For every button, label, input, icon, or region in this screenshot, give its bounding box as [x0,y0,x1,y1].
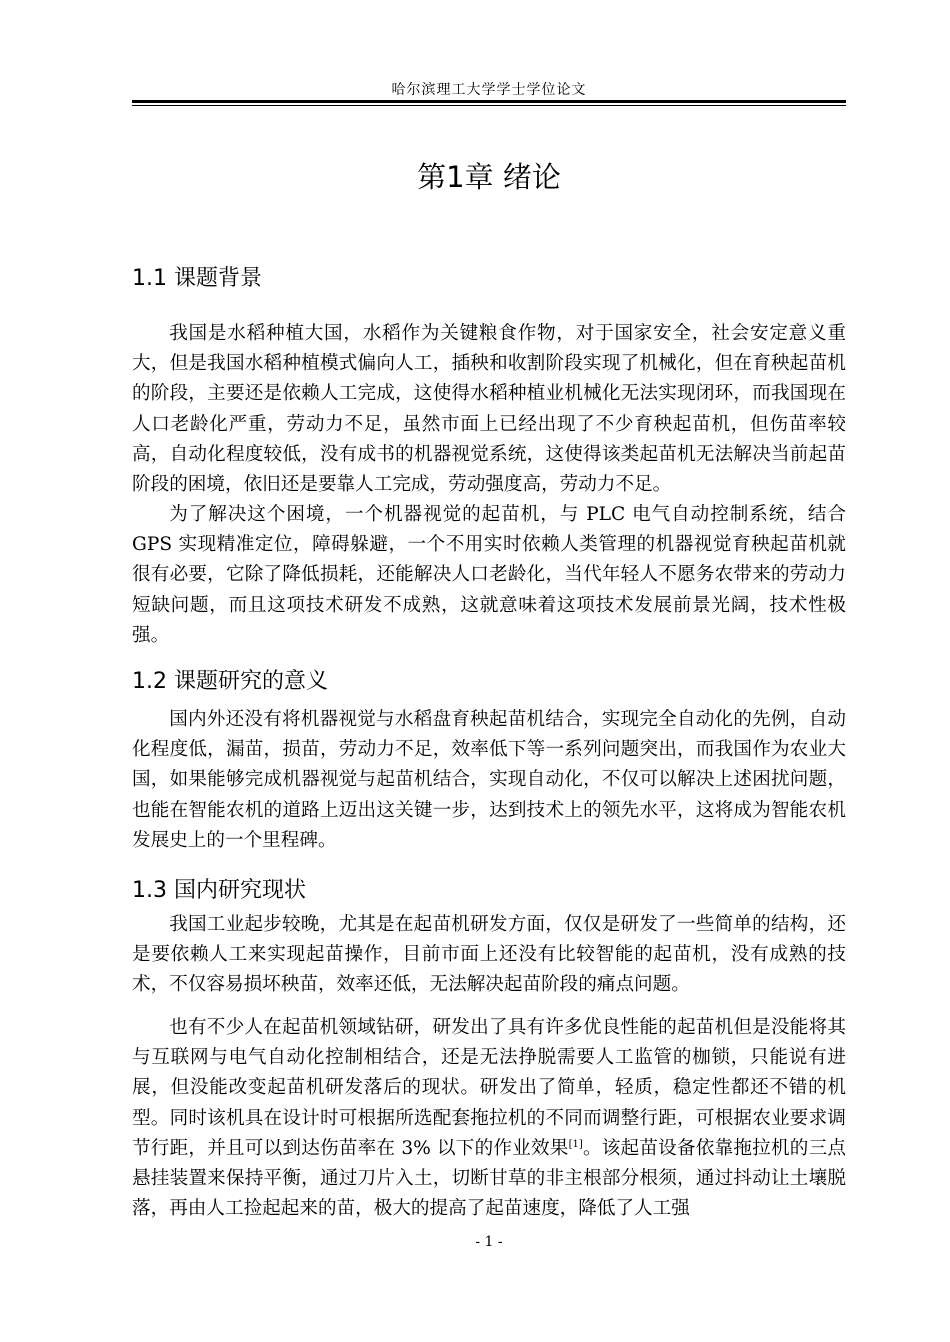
paragraph-1-3-b-text: 也有不少人在起苗机领域钻研，研发出了具有许多优良性能的起苗机但是没能将其与互联网与电气自动化控制相结合，还是无法挣脱需要人工监管的枷锁，只能说有进展，但没能改变起苗机研发落后的现状。研发出了简单，轻质，稳定性都还不错的机型。同时该机具在设计时可根据所选配套拖拉机的不同而调整行距，可根据农业要求调节行距，并且可以到达伤苗率在 3% 以下的作业效果 [132,1017,846,1159]
paragraph-1-2-a: 国内外还没有将机器视觉与水稻盘育秧起苗机结合，实现完全自动化的先例，自动化程度低，漏苗，损苗，劳动力不足，效率低下等一系列问题突出，而我国作为农业大国，如果能够完成机器视觉与起苗机结合，实现自动化，不仅可以解决上述困扰问题，也能在智能农机的道路上迈出这关键一步，达到技术上的领先水平，这将成为智能农机发展史上的一个里程碑。 [132,709,846,851]
paragraph-1-3-b [132,1013,846,1224]
paragraph-1-1-a: 我国是水稻种植大国，水稻作为关键粮食作物，对于国家安全，社会安定意义重大，但是我国水稻种植模式偏向人工，插秧和收割阶段实现了机械化，但在育秧起苗机的阶段，主要还是依赖人工完成，这使得水稻种植业机械化无法实现闭环，而我国现在人口老龄化严重，劳动力不足，虽然市面上已经出现了不少育秧起苗机，但伤苗率较高，自动化程度较低，没有成书的机器视觉系统，这使得该类起苗机无法解决当前起苗阶段的困境，依旧还是要靠人工完成，劳动强度高，劳动力不足。 [132,323,846,496]
paragraph-1-1-b: 为了解决这个困境，一个机器视觉的起苗机，与 PLC 电气自动控制系统，结合 GPS 实现精准定位，障碍躲避，一个不用实时依赖人类管理的机器视觉育秧起苗机就很有必要，它除了降低损耗，还能解决人口老龄化，当代年轻人不愿务农带来的劳动力短缺问题，而且这项技术研发不成熟，这就意味着这项技术发展前景光阔，技术性极强。 [132,504,846,646]
section-heading-1-1: 1.1 课题背景 [132,266,262,291]
chapter-title: 第1章 绪论 [417,160,561,194]
paragraph-1-3-a: 我国工业起步较晚，尤其是在起苗机研发方面，仅仅是研发了一些简单的结构，还是要依赖人工来实现起苗操作，目前市面上还没有比较智能的起苗机，没有成熟的技术，不仅容易损坏秧苗，效率还低，无法解决起苗阶段的痛点问题。 [132,914,846,996]
page-number: - 1 - [475,1234,503,1250]
citation-ref-1: [1] [568,1138,583,1150]
section-heading-1-3: 1.3 国内研究现状 [132,878,306,903]
header-rule-thin [132,105,846,106]
running-header: 哈尔滨理工大学学士学位论文 [391,82,587,98]
header-rule-thick [132,100,846,103]
paragraph-1-3-b-continued: 。该起苗设备依靠拖拉机的三点悬挂装置来保持平衡，通过刀片入土，切断甘草的非主根部分根须，通过抖动让土壤脱落，再由人工捡起起来的苗，极大的提高了起苗速度，降低了人工强 [132,1137,846,1220]
section-heading-1-2: 1.2 课题研究的意义 [132,669,328,694]
